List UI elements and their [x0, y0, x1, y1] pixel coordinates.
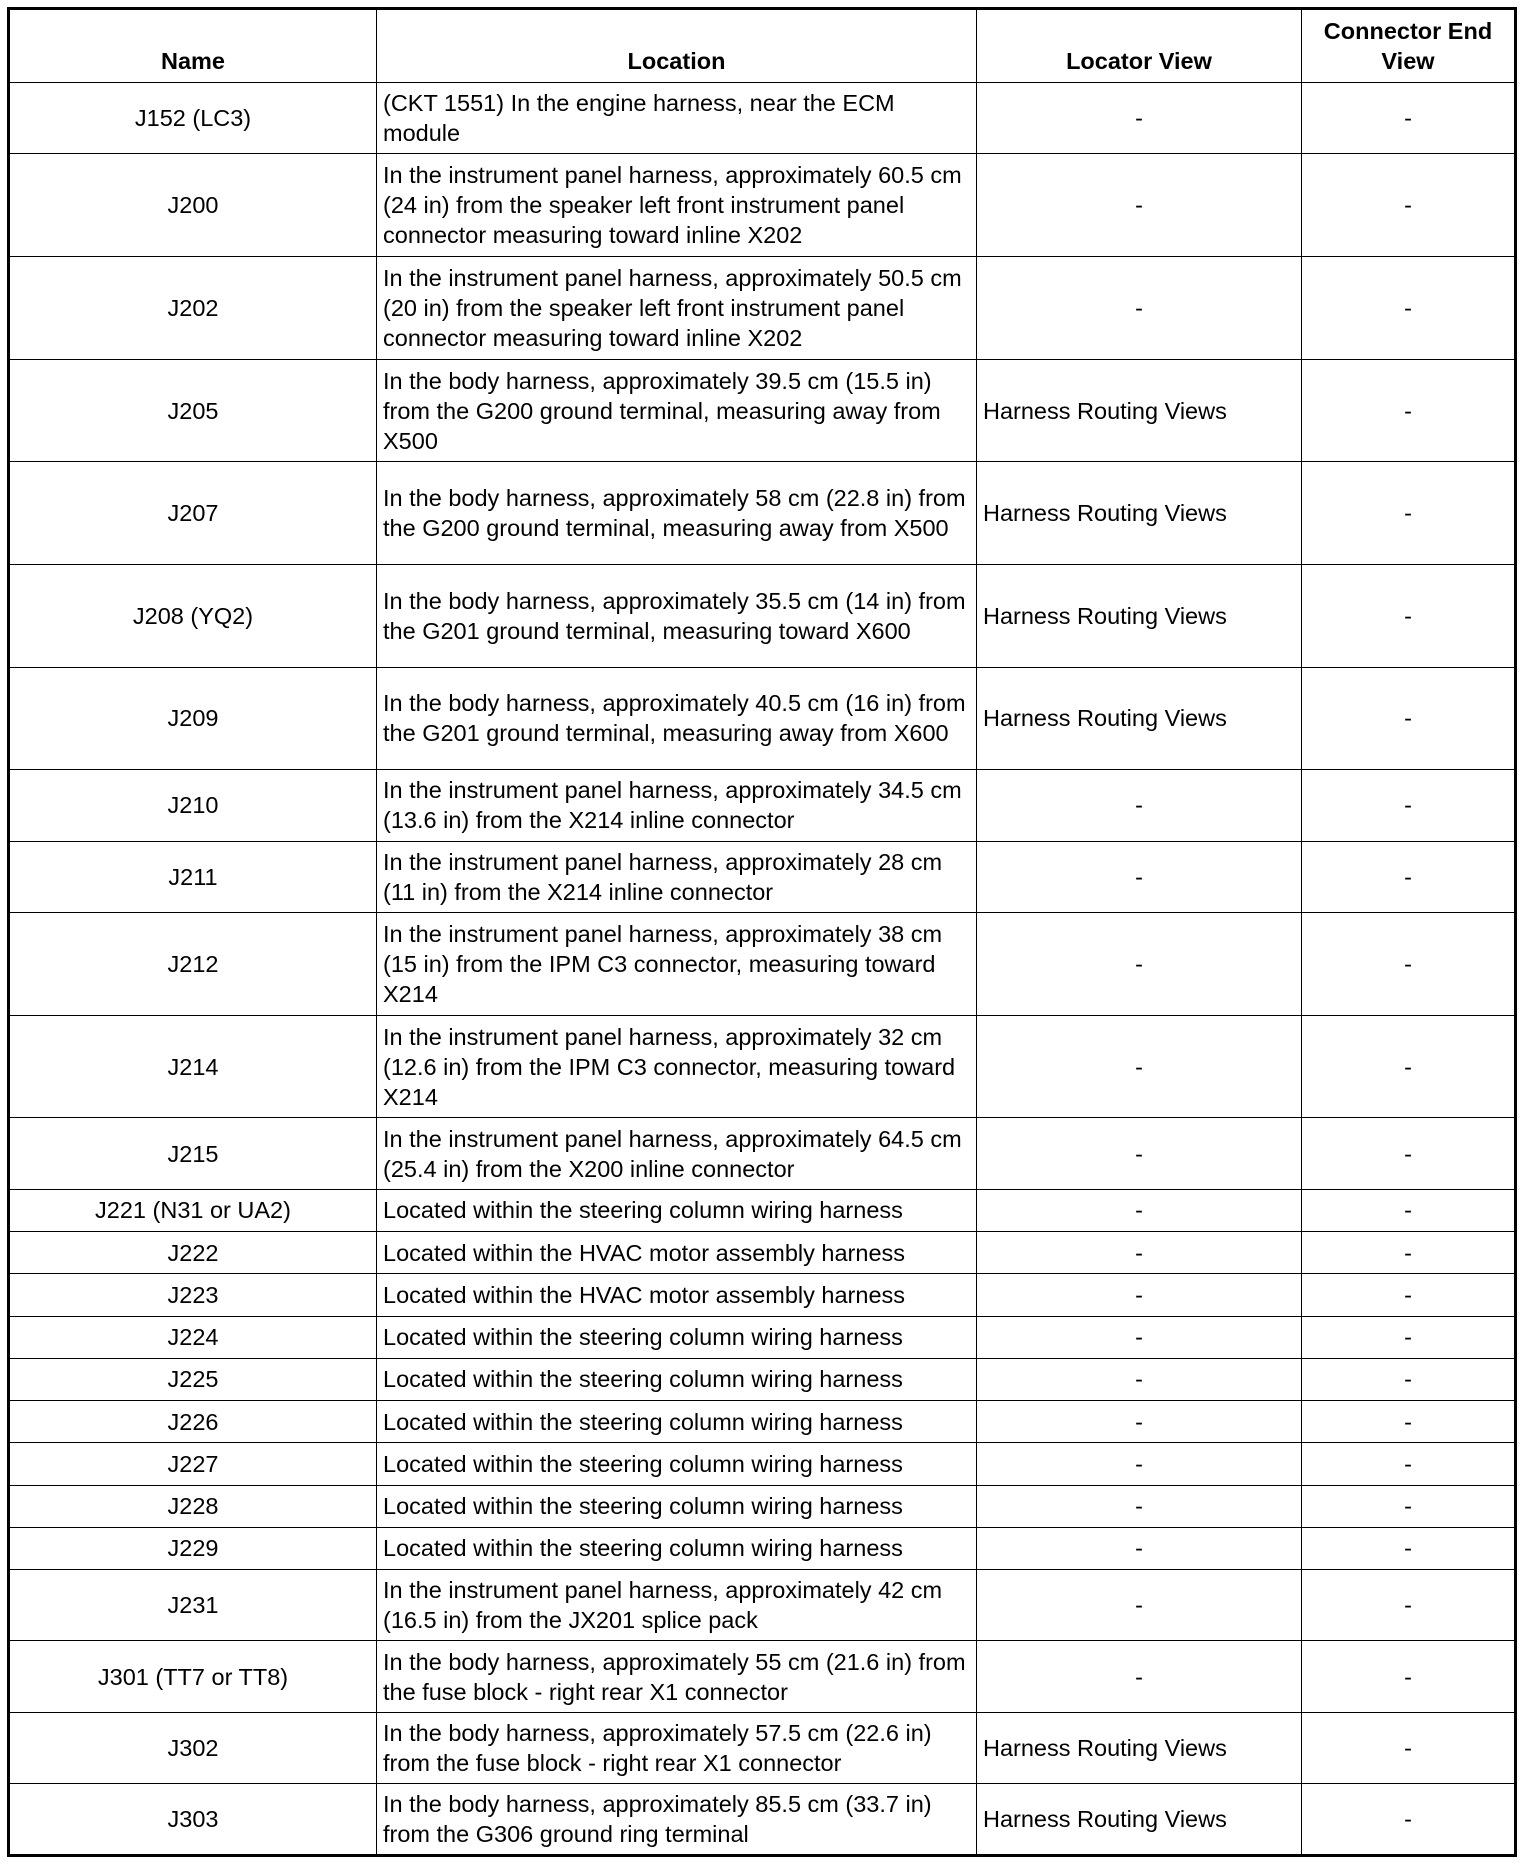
cell-locator-view: -: [977, 1274, 1302, 1316]
table-row: [9, 154, 1516, 257]
cell-connector-end-view: -: [1302, 462, 1516, 565]
cell-name: J222: [9, 1232, 377, 1274]
table-row: [9, 1401, 1516, 1443]
cell-location: Located within the steering column wiring harness: [377, 1358, 977, 1400]
cell-location: Located within the steering column wiring harness: [377, 1189, 977, 1231]
cell-name: J209: [9, 667, 377, 770]
cell-locator-view: -: [977, 1401, 1302, 1443]
table-row: [9, 770, 1516, 841]
table-row: [9, 1527, 1516, 1569]
table-row: [9, 841, 1516, 912]
cell-name: J223: [9, 1274, 377, 1316]
cell-location: Located within the steering column wiring harness: [377, 1401, 977, 1443]
cell-location: In the instrument panel harness, approximately 42 cm (16.5 in) from the JX201 splice pack: [377, 1570, 977, 1641]
cell-connector-end-view: -: [1302, 841, 1516, 912]
table-row: [9, 1274, 1516, 1316]
header-connector-end-view: Connector End View: [1302, 9, 1516, 83]
cell-name: J214: [9, 1015, 377, 1118]
table-row: [9, 1015, 1516, 1118]
table-row: [9, 462, 1516, 565]
cell-locator-view: -: [977, 83, 1302, 154]
cell-location: In the instrument panel harness, approximately 60.5 cm (24 in) from the speaker left front instrument panel connector measuring toward inline X202: [377, 154, 977, 257]
cell-location: Located within the HVAC motor assembly harness: [377, 1274, 977, 1316]
cell-locator-view: Harness Routing Views: [977, 462, 1302, 565]
cell-name: J227: [9, 1443, 377, 1485]
table-row: [9, 359, 1516, 462]
cell-location: Located within the HVAC motor assembly harness: [377, 1232, 977, 1274]
cell-name: J301 (TT7 or TT8): [9, 1641, 377, 1712]
cell-name: J228: [9, 1485, 377, 1527]
cell-connector-end-view: -: [1302, 1401, 1516, 1443]
cell-locator-view: Harness Routing Views: [977, 359, 1302, 462]
cell-connector-end-view: -: [1302, 1443, 1516, 1485]
cell-name: J215: [9, 1118, 377, 1189]
cell-name: J152 (LC3): [9, 83, 377, 154]
cell-locator-view: -: [977, 1570, 1302, 1641]
cell-locator-view: -: [977, 1316, 1302, 1358]
cell-connector-end-view: -: [1302, 770, 1516, 841]
cell-location: Located within the steering column wiring harness: [377, 1485, 977, 1527]
cell-locator-view: -: [977, 1641, 1302, 1712]
cell-locator-view: -: [977, 1443, 1302, 1485]
cell-name: J226: [9, 1401, 377, 1443]
cell-name: J221 (N31 or UA2): [9, 1189, 377, 1231]
cell-locator-view: Harness Routing Views: [977, 564, 1302, 667]
cell-connector-end-view: -: [1302, 564, 1516, 667]
table-row: [9, 1443, 1516, 1485]
cell-name: J207: [9, 462, 377, 565]
cell-location: In the body harness, approximately 58 cm (22.8 in) from the G200 ground terminal, measuring away from X500: [377, 462, 977, 565]
cell-connector-end-view: -: [1302, 1232, 1516, 1274]
cell-locator-view: -: [977, 257, 1302, 360]
cell-name: J210: [9, 770, 377, 841]
cell-locator-view: -: [977, 1358, 1302, 1400]
table-row: [9, 564, 1516, 667]
cell-connector-end-view: -: [1302, 1712, 1516, 1783]
table-row: [9, 1358, 1516, 1400]
cell-locator-view: -: [977, 1527, 1302, 1569]
cell-connector-end-view: -: [1302, 257, 1516, 360]
cell-connector-end-view: -: [1302, 1358, 1516, 1400]
cell-location: In the body harness, approximately 85.5 cm (33.7 in) from the G306 ground ring terminal: [377, 1784, 977, 1856]
cell-connector-end-view: -: [1302, 1641, 1516, 1712]
table-row: [9, 1232, 1516, 1274]
cell-location: In the instrument panel harness, approximately 32 cm (12.6 in) from the IPM C3 connector, measuring toward X214: [377, 1015, 977, 1118]
header-locator-view: Locator View: [977, 9, 1302, 83]
cell-locator-view: -: [977, 913, 1302, 1016]
splice-locations-table: [7, 7, 1517, 1857]
cell-location: In the body harness, approximately 39.5 cm (15.5 in) from the G200 ground terminal, measuring away from X500: [377, 359, 977, 462]
cell-connector-end-view: -: [1302, 1118, 1516, 1189]
cell-location: In the body harness, approximately 35.5 cm (14 in) from the G201 ground terminal, measuring toward X600: [377, 564, 977, 667]
table-row: [9, 1784, 1516, 1856]
cell-name: J212: [9, 913, 377, 1016]
cell-locator-view: Harness Routing Views: [977, 667, 1302, 770]
cell-location: Located within the steering column wiring harness: [377, 1443, 977, 1485]
table-row: [9, 1189, 1516, 1231]
cell-locator-view: -: [977, 1015, 1302, 1118]
cell-name: J302: [9, 1712, 377, 1783]
cell-location: In the instrument panel harness, approximately 34.5 cm (13.6 in) from the X214 inline connector: [377, 770, 977, 841]
header-location: Location: [377, 9, 977, 83]
cell-name: J200: [9, 154, 377, 257]
cell-location: In the body harness, approximately 55 cm (21.6 in) from the fuse block - right rear X1 connector: [377, 1641, 977, 1712]
cell-connector-end-view: -: [1302, 83, 1516, 154]
cell-locator-view: -: [977, 841, 1302, 912]
cell-connector-end-view: -: [1302, 1274, 1516, 1316]
table-row: [9, 1712, 1516, 1783]
cell-location: (CKT 1551) In the engine harness, near the ECM module: [377, 83, 977, 154]
cell-name: J303: [9, 1784, 377, 1856]
cell-name: J225: [9, 1358, 377, 1400]
cell-connector-end-view: -: [1302, 359, 1516, 462]
cell-name: J231: [9, 1570, 377, 1641]
cell-location: In the instrument panel harness, approximately 28 cm (11 in) from the X214 inline connector: [377, 841, 977, 912]
cell-locator-view: -: [977, 1118, 1302, 1189]
cell-connector-end-view: -: [1302, 1784, 1516, 1856]
cell-location: Located within the steering column wiring harness: [377, 1527, 977, 1569]
table-row: [9, 1316, 1516, 1358]
cell-connector-end-view: -: [1302, 1570, 1516, 1641]
table-row: [9, 257, 1516, 360]
cell-location: In the instrument panel harness, approximately 38 cm (15 in) from the IPM C3 connector, measuring toward X214: [377, 913, 977, 1016]
table-row: [9, 1485, 1516, 1527]
cell-locator-view: Harness Routing Views: [977, 1784, 1302, 1856]
header-name: Name: [9, 9, 377, 83]
cell-locator-view: -: [977, 1485, 1302, 1527]
table-body: [9, 83, 1516, 1856]
cell-connector-end-view: -: [1302, 1189, 1516, 1231]
cell-connector-end-view: -: [1302, 1527, 1516, 1569]
cell-location: In the instrument panel harness, approximately 50.5 cm (20 in) from the speaker left front instrument panel connector measuring toward inline X202: [377, 257, 977, 360]
cell-locator-view: -: [977, 1189, 1302, 1231]
cell-connector-end-view: -: [1302, 1316, 1516, 1358]
cell-location: Located within the steering column wiring harness: [377, 1316, 977, 1358]
cell-connector-end-view: -: [1302, 913, 1516, 1016]
cell-location: In the body harness, approximately 40.5 cm (16 in) from the G201 ground terminal, measuring away from X600: [377, 667, 977, 770]
cell-connector-end-view: -: [1302, 1485, 1516, 1527]
table-row: [9, 1641, 1516, 1712]
table-row: [9, 83, 1516, 154]
cell-name: J205: [9, 359, 377, 462]
cell-name: J229: [9, 1527, 377, 1569]
table-row: [9, 667, 1516, 770]
cell-locator-view: -: [977, 154, 1302, 257]
cell-name: J208 (YQ2): [9, 564, 377, 667]
cell-connector-end-view: -: [1302, 1015, 1516, 1118]
cell-name: J211: [9, 841, 377, 912]
table-row: [9, 1118, 1516, 1189]
table-row: [9, 913, 1516, 1016]
cell-connector-end-view: -: [1302, 154, 1516, 257]
header-row: [9, 9, 1516, 83]
cell-locator-view: Harness Routing Views: [977, 1712, 1302, 1783]
cell-connector-end-view: -: [1302, 667, 1516, 770]
cell-name: J202: [9, 257, 377, 360]
cell-locator-view: -: [977, 1232, 1302, 1274]
cell-name: J224: [9, 1316, 377, 1358]
table-row: [9, 1570, 1516, 1641]
cell-locator-view: -: [977, 770, 1302, 841]
cell-location: In the body harness, approximately 57.5 cm (22.6 in) from the fuse block - right rear X1 connector: [377, 1712, 977, 1783]
cell-location: In the instrument panel harness, approximately 64.5 cm (25.4 in) from the X200 inline connector: [377, 1118, 977, 1189]
